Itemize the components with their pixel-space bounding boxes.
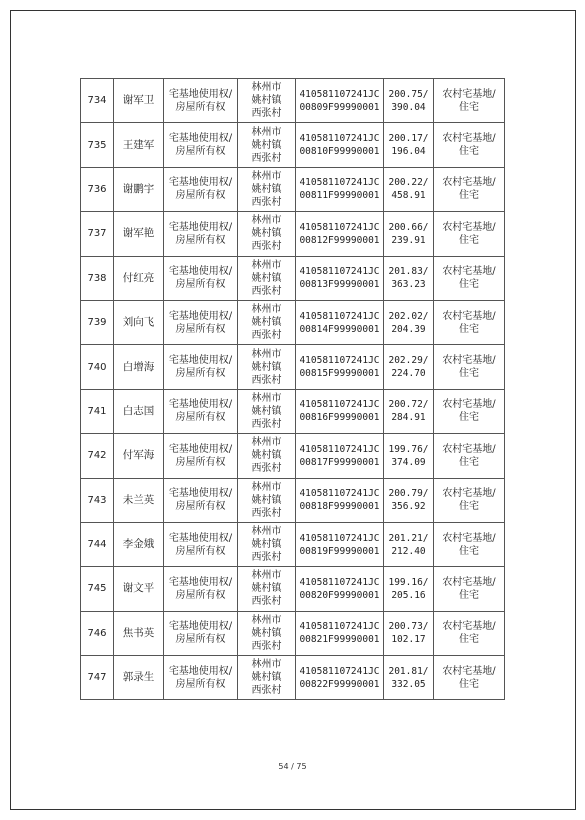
unit-code-cell	[296, 167, 384, 211]
unit-code-cell-line: 410581107241JC	[299, 621, 380, 633]
location-cell-line: 姚村镇	[251, 405, 282, 417]
unit-code-cell-line: 410581107241JC	[299, 488, 380, 500]
usage-cell	[434, 256, 505, 300]
seq-cell: 745	[81, 567, 114, 611]
table-body	[81, 79, 505, 700]
right-type-cell-line: 房屋所有权	[175, 234, 226, 246]
seq-cell: 736	[81, 167, 114, 211]
area-cell-line: 202.02/	[388, 310, 429, 322]
right-type-cell-line: 宅基地使用权/	[168, 177, 233, 189]
area-cell	[384, 300, 434, 344]
location-cell-line: 姚村镇	[251, 272, 282, 284]
location-cell-line: 姚村镇	[251, 494, 282, 506]
right-type-cell-line: 房屋所有权	[175, 279, 226, 291]
seq-cell: 747	[81, 656, 114, 700]
area-cell-line: 200.66/	[388, 221, 429, 233]
seq-cell: 743	[81, 478, 114, 522]
usage-cell	[434, 478, 505, 522]
location-cell-line: 西张村	[251, 330, 282, 342]
right-type-cell-line: 宅基地使用权/	[168, 443, 233, 455]
name-cell: 王建军	[114, 123, 164, 167]
area-cell	[384, 567, 434, 611]
location-cell	[238, 212, 296, 256]
unit-code-cell-line: 410581107241JC	[299, 532, 380, 544]
unit-code-cell-line: 410581107241JC	[299, 355, 380, 367]
area-cell	[384, 611, 434, 655]
location-cell	[238, 79, 296, 123]
usage-cell-line: 住宅	[459, 412, 479, 424]
usage-cell-line: 住宅	[459, 323, 479, 335]
right-type-cell-line: 宅基地使用权/	[168, 266, 233, 278]
right-type-cell-line: 房屋所有权	[175, 412, 226, 424]
unit-code-cell-line: 00811F99990001	[299, 190, 380, 202]
table-row	[81, 123, 505, 167]
name-cell: 谢鹏宇	[114, 167, 164, 211]
name-cell: 刘向飞	[114, 300, 164, 344]
right-type-cell-line: 宅基地使用权/	[168, 576, 233, 588]
area-cell	[384, 79, 434, 123]
right-type-cell-line: 房屋所有权	[175, 678, 226, 690]
unit-code-cell-line: 00822F99990001	[299, 678, 380, 690]
location-cell	[238, 656, 296, 700]
area-cell-line: 102.17	[391, 634, 426, 646]
area-cell-line: 201.21/	[388, 532, 429, 544]
name-cell: 白志国	[114, 389, 164, 433]
area-cell-line: 224.70	[391, 368, 426, 380]
unit-code-cell	[296, 345, 384, 389]
table-row	[81, 567, 505, 611]
area-cell	[384, 167, 434, 211]
unit-code-cell-line: 410581107241JC	[299, 88, 380, 100]
unit-code-cell-line: 00817F99990001	[299, 456, 380, 468]
name-cell: 谢文平	[114, 567, 164, 611]
usage-cell	[434, 434, 505, 478]
usage-cell-line: 农村宅基地/	[442, 399, 496, 411]
unit-code-cell	[296, 611, 384, 655]
right-type-cell-line: 房屋所有权	[175, 634, 226, 646]
area-cell	[384, 256, 434, 300]
unit-code-cell-line: 410581107241JC	[299, 266, 380, 278]
area-cell-line: 200.17/	[388, 133, 429, 145]
location-cell	[238, 345, 296, 389]
location-cell-line: 林州市	[251, 392, 282, 404]
area-cell-line: 363.23	[391, 279, 426, 291]
location-cell	[238, 167, 296, 211]
right-type-cell-line: 宅基地使用权/	[168, 133, 233, 145]
unit-code-cell	[296, 212, 384, 256]
usage-cell	[434, 656, 505, 700]
location-cell	[238, 256, 296, 300]
area-cell-line: 200.72/	[388, 399, 429, 411]
area-cell-line: 390.04	[391, 101, 426, 113]
area-cell-line: 239.91	[391, 234, 426, 246]
right-type-cell-line: 房屋所有权	[175, 190, 226, 202]
area-cell-line: 458.91	[391, 190, 426, 202]
right-type-cell	[164, 167, 238, 211]
location-cell-line: 西张村	[251, 418, 282, 430]
unit-code-cell-line: 00809F99990001	[299, 101, 380, 113]
location-cell	[238, 300, 296, 344]
location-cell-line: 西张村	[251, 108, 282, 120]
right-type-cell-line: 房屋所有权	[175, 146, 226, 158]
right-type-cell	[164, 256, 238, 300]
usage-cell-line: 住宅	[459, 279, 479, 291]
right-type-cell-line: 宅基地使用权/	[168, 88, 233, 100]
unit-code-cell-line: 410581107241JC	[299, 399, 380, 411]
location-cell-line: 姚村镇	[251, 361, 282, 373]
unit-code-cell-line: 410581107241JC	[299, 177, 380, 189]
location-cell-line: 姚村镇	[251, 672, 282, 684]
unit-code-cell-line: 410581107241JC	[299, 443, 380, 455]
right-type-cell-line: 房屋所有权	[175, 368, 226, 380]
usage-cell-line: 农村宅基地/	[442, 310, 496, 322]
usage-cell-line: 住宅	[459, 545, 479, 557]
usage-cell	[434, 212, 505, 256]
right-type-cell-line: 宅基地使用权/	[168, 399, 233, 411]
unit-code-cell-line: 410581107241JC	[299, 576, 380, 588]
seq-cell: 741	[81, 389, 114, 433]
area-cell	[384, 345, 434, 389]
unit-code-cell	[296, 567, 384, 611]
location-cell	[238, 611, 296, 655]
location-cell-line: 林州市	[251, 304, 282, 316]
unit-code-cell-line: 410581107241JC	[299, 133, 380, 145]
table-row	[81, 212, 505, 256]
seq-cell: 742	[81, 434, 114, 478]
right-type-cell-line: 宅基地使用权/	[168, 310, 233, 322]
right-type-cell	[164, 656, 238, 700]
unit-code-cell-line: 00813F99990001	[299, 279, 380, 291]
right-type-cell-line: 房屋所有权	[175, 545, 226, 557]
area-cell-line: 199.16/	[388, 576, 429, 588]
table-row	[81, 389, 505, 433]
right-type-cell	[164, 522, 238, 566]
location-cell-line: 林州市	[251, 215, 282, 227]
area-cell-line: 356.92	[391, 501, 426, 513]
location-cell-line: 西张村	[251, 640, 282, 652]
usage-cell-line: 农村宅基地/	[442, 443, 496, 455]
usage-cell	[434, 300, 505, 344]
table-row	[81, 522, 505, 566]
area-cell	[384, 212, 434, 256]
location-cell-line: 西张村	[251, 374, 282, 386]
unit-code-cell	[296, 434, 384, 478]
seq-cell: 734	[81, 79, 114, 123]
location-cell-line: 西张村	[251, 285, 282, 297]
usage-cell-line: 农村宅基地/	[442, 355, 496, 367]
unit-code-cell-line: 00819F99990001	[299, 545, 380, 557]
right-type-cell	[164, 567, 238, 611]
usage-cell-line: 住宅	[459, 589, 479, 601]
seq-cell: 735	[81, 123, 114, 167]
name-cell: 李金娥	[114, 522, 164, 566]
unit-code-cell	[296, 79, 384, 123]
location-cell-line: 林州市	[251, 614, 282, 626]
location-cell-line: 西张村	[251, 196, 282, 208]
usage-cell-line: 农村宅基地/	[442, 665, 496, 677]
seq-cell: 739	[81, 300, 114, 344]
unit-code-cell-line: 00821F99990001	[299, 634, 380, 646]
right-type-cell-line: 房屋所有权	[175, 589, 226, 601]
location-cell-line: 林州市	[251, 348, 282, 360]
unit-code-cell-line: 00816F99990001	[299, 412, 380, 424]
area-cell-line: 200.75/	[388, 88, 429, 100]
usage-cell	[434, 611, 505, 655]
location-cell-line: 西张村	[251, 552, 282, 564]
area-cell-line: 205.16	[391, 589, 426, 601]
unit-code-cell-line: 410581107241JC	[299, 310, 380, 322]
area-cell	[384, 434, 434, 478]
location-cell-line: 姚村镇	[251, 95, 282, 107]
usage-cell-line: 住宅	[459, 678, 479, 690]
location-cell-line: 姚村镇	[251, 627, 282, 639]
location-cell	[238, 567, 296, 611]
usage-cell-line: 住宅	[459, 234, 479, 246]
location-cell-line: 林州市	[251, 481, 282, 493]
registry-table	[80, 78, 505, 700]
area-cell-line: 200.79/	[388, 488, 429, 500]
area-cell-line: 196.04	[391, 146, 426, 158]
area-cell	[384, 123, 434, 167]
location-cell-line: 林州市	[251, 659, 282, 671]
area-cell-line: 202.29/	[388, 355, 429, 367]
location-cell-line: 姚村镇	[251, 183, 282, 195]
right-type-cell	[164, 478, 238, 522]
name-cell: 谢军卫	[114, 79, 164, 123]
area-cell-line: 332.05	[391, 678, 426, 690]
seq-cell: 746	[81, 611, 114, 655]
usage-cell	[434, 389, 505, 433]
name-cell: 未兰英	[114, 478, 164, 522]
area-cell-line: 200.22/	[388, 177, 429, 189]
location-cell	[238, 434, 296, 478]
usage-cell-line: 住宅	[459, 368, 479, 380]
usage-cell-line: 农村宅基地/	[442, 177, 496, 189]
usage-cell-line: 住宅	[459, 101, 479, 113]
name-cell: 付军海	[114, 434, 164, 478]
location-cell-line: 林州市	[251, 259, 282, 271]
area-cell	[384, 389, 434, 433]
table-row	[81, 434, 505, 478]
usage-cell-line: 住宅	[459, 634, 479, 646]
unit-code-cell-line: 00815F99990001	[299, 368, 380, 380]
right-type-cell	[164, 123, 238, 167]
unit-code-cell-line: 410581107241JC	[299, 221, 380, 233]
area-cell	[384, 656, 434, 700]
usage-cell-line: 住宅	[459, 146, 479, 158]
unit-code-cell	[296, 478, 384, 522]
location-cell-line: 林州市	[251, 126, 282, 138]
usage-cell-line: 住宅	[459, 190, 479, 202]
right-type-cell-line: 宅基地使用权/	[168, 488, 233, 500]
location-cell-line: 姚村镇	[251, 450, 282, 462]
location-cell-line: 西张村	[251, 463, 282, 475]
location-cell-line: 姚村镇	[251, 317, 282, 329]
location-cell-line: 姚村镇	[251, 583, 282, 595]
right-type-cell-line: 宅基地使用权/	[168, 355, 233, 367]
seq-cell: 740	[81, 345, 114, 389]
location-cell-line: 林州市	[251, 526, 282, 538]
unit-code-cell-line: 00818F99990001	[299, 501, 380, 513]
unit-code-cell	[296, 256, 384, 300]
table-row	[81, 345, 505, 389]
name-cell: 郭录生	[114, 656, 164, 700]
usage-cell	[434, 79, 505, 123]
right-type-cell-line: 宅基地使用权/	[168, 665, 233, 677]
area-cell-line: 199.76/	[388, 443, 429, 455]
table-row	[81, 167, 505, 211]
unit-code-cell	[296, 300, 384, 344]
location-cell-line: 西张村	[251, 152, 282, 164]
location-cell-line: 林州市	[251, 170, 282, 182]
unit-code-cell	[296, 389, 384, 433]
unit-code-cell-line: 00810F99990001	[299, 146, 380, 158]
location-cell-line: 林州市	[251, 437, 282, 449]
area-cell	[384, 522, 434, 566]
location-cell-line: 姚村镇	[251, 228, 282, 240]
table-row	[81, 611, 505, 655]
right-type-cell	[164, 79, 238, 123]
right-type-cell-line: 房屋所有权	[175, 456, 226, 468]
right-type-cell	[164, 345, 238, 389]
right-type-cell-line: 房屋所有权	[175, 501, 226, 513]
right-type-cell-line: 宅基地使用权/	[168, 532, 233, 544]
table-row	[81, 478, 505, 522]
right-type-cell-line: 房屋所有权	[175, 101, 226, 113]
unit-code-cell-line: 00812F99990001	[299, 234, 380, 246]
right-type-cell-line: 房屋所有权	[175, 323, 226, 335]
right-type-cell-line: 宅基地使用权/	[168, 621, 233, 633]
right-type-cell	[164, 212, 238, 256]
name-cell: 谢军艳	[114, 212, 164, 256]
usage-cell	[434, 123, 505, 167]
area-cell-line: 284.91	[391, 412, 426, 424]
location-cell-line: 姚村镇	[251, 539, 282, 551]
page-number: 54 / 75	[278, 762, 307, 771]
usage-cell-line: 农村宅基地/	[442, 88, 496, 100]
right-type-cell-line: 宅基地使用权/	[168, 221, 233, 233]
area-cell-line: 374.09	[391, 456, 426, 468]
area-cell-line: 204.39	[391, 323, 426, 335]
location-cell-line: 姚村镇	[251, 139, 282, 151]
usage-cell	[434, 567, 505, 611]
unit-code-cell-line: 410581107241JC	[299, 665, 380, 677]
unit-code-cell	[296, 123, 384, 167]
usage-cell-line: 农村宅基地/	[442, 532, 496, 544]
area-cell-line: 201.81/	[388, 665, 429, 677]
usage-cell-line: 农村宅基地/	[442, 266, 496, 278]
usage-cell-line: 住宅	[459, 501, 479, 513]
location-cell-line: 西张村	[251, 596, 282, 608]
unit-code-cell-line: 00814F99990001	[299, 323, 380, 335]
usage-cell	[434, 522, 505, 566]
location-cell	[238, 389, 296, 433]
right-type-cell	[164, 611, 238, 655]
unit-code-cell	[296, 656, 384, 700]
usage-cell-line: 住宅	[459, 456, 479, 468]
area-cell-line: 200.73/	[388, 621, 429, 633]
location-cell-line: 西张村	[251, 241, 282, 253]
seq-cell: 738	[81, 256, 114, 300]
location-cell-line: 西张村	[251, 507, 282, 519]
right-type-cell	[164, 300, 238, 344]
usage-cell	[434, 345, 505, 389]
location-cell	[238, 478, 296, 522]
location-cell-line: 林州市	[251, 82, 282, 94]
usage-cell-line: 农村宅基地/	[442, 621, 496, 633]
unit-code-cell	[296, 522, 384, 566]
table-row	[81, 79, 505, 123]
usage-cell	[434, 167, 505, 211]
location-cell	[238, 123, 296, 167]
seq-cell: 744	[81, 522, 114, 566]
usage-cell-line: 农村宅基地/	[442, 221, 496, 233]
location-cell-line: 西张村	[251, 685, 282, 697]
right-type-cell	[164, 389, 238, 433]
table-row	[81, 656, 505, 700]
name-cell: 付红亮	[114, 256, 164, 300]
location-cell	[238, 522, 296, 566]
name-cell: 焦书英	[114, 611, 164, 655]
usage-cell-line: 农村宅基地/	[442, 133, 496, 145]
area-cell	[384, 478, 434, 522]
usage-cell-line: 农村宅基地/	[442, 576, 496, 588]
table-row	[81, 300, 505, 344]
area-cell-line: 201.83/	[388, 266, 429, 278]
right-type-cell	[164, 434, 238, 478]
location-cell-line: 林州市	[251, 570, 282, 582]
usage-cell-line: 农村宅基地/	[442, 488, 496, 500]
unit-code-cell-line: 00820F99990001	[299, 589, 380, 601]
area-cell-line: 212.40	[391, 545, 426, 557]
name-cell: 白增海	[114, 345, 164, 389]
seq-cell: 737	[81, 212, 114, 256]
table-row	[81, 256, 505, 300]
